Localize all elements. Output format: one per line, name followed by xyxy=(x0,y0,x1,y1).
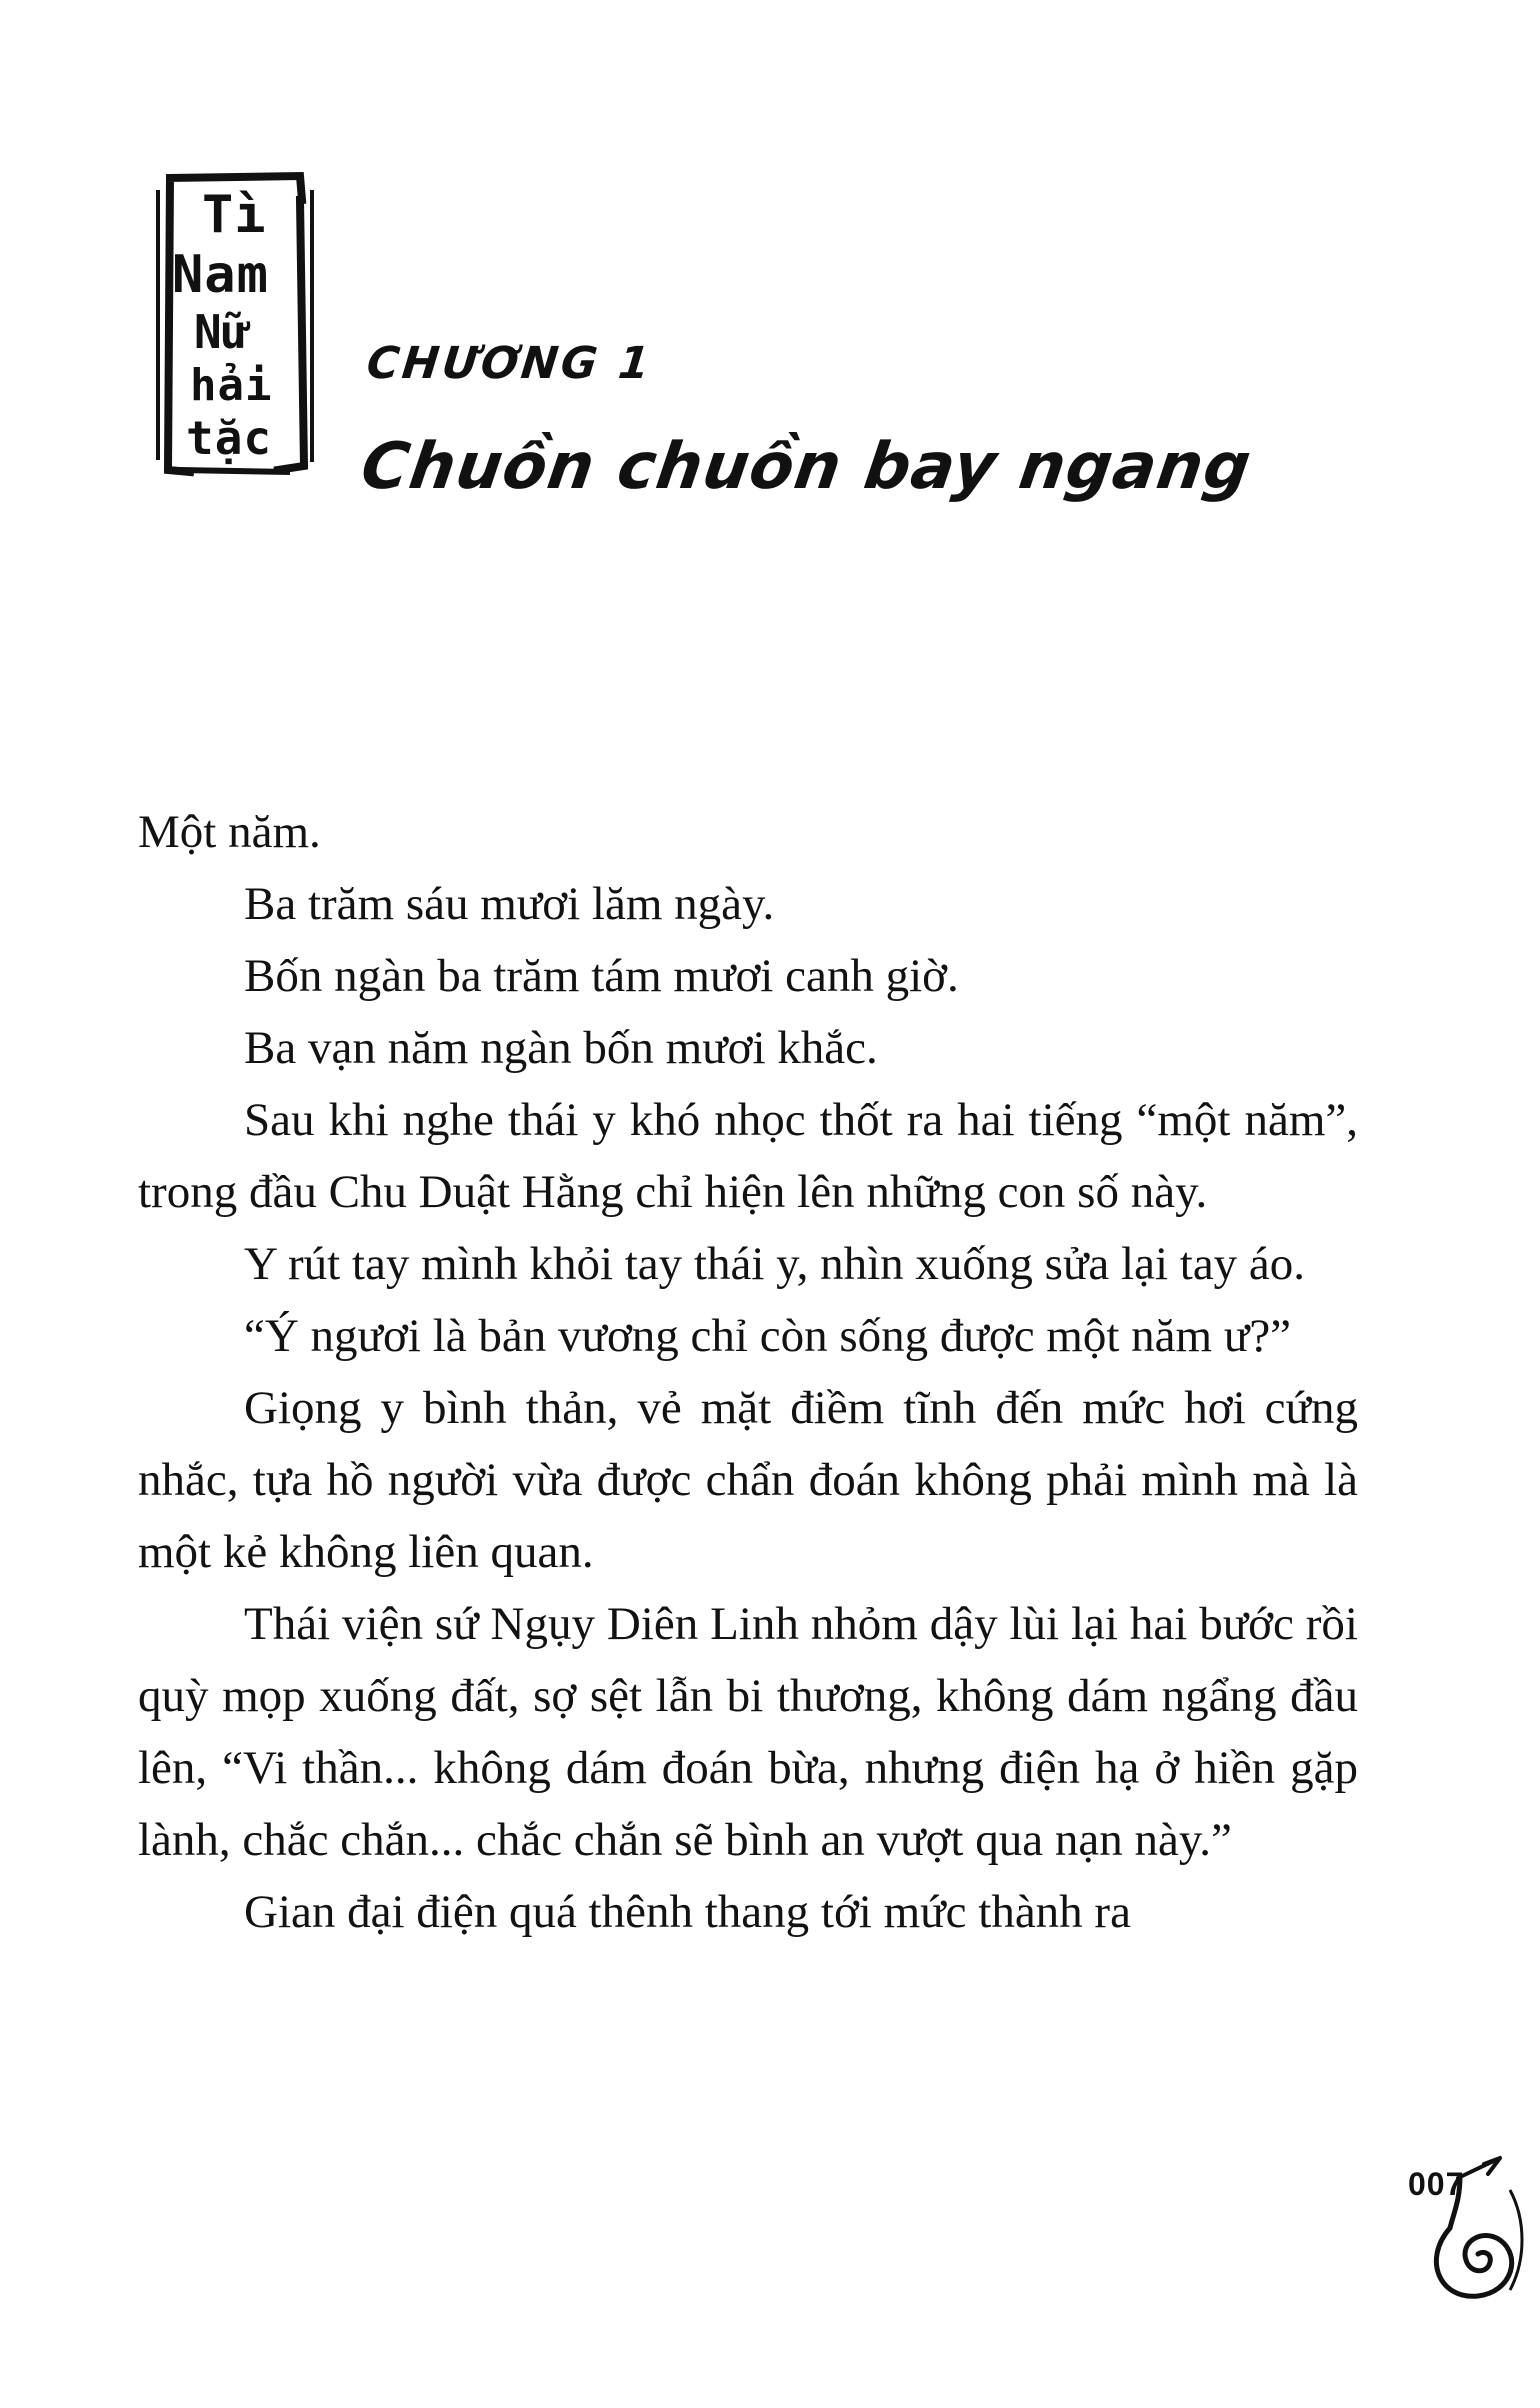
paragraph: Sau khi nghe thái y khó nhọc thốt ra hai tiếng “một năm”, trong đầu Chu Duật Hằng chỉ hiện lên những con số này. xyxy=(138,1094,1358,1218)
logo-frame-graphic xyxy=(150,170,320,490)
book-title-logo xyxy=(150,170,320,490)
logo-line-2: Nam xyxy=(172,245,269,305)
logo-line-1: Tì xyxy=(202,185,267,245)
chapter-label: CHƯƠNG 1 xyxy=(364,338,655,389)
body-text xyxy=(138,796,1358,1948)
paragraph: Y rút tay mình khỏi tay thái y, nhìn xuống sửa lại tay áo. xyxy=(244,1238,1306,1290)
logo-line-5: tặc xyxy=(186,411,273,465)
page-number: 007 xyxy=(1408,2166,1465,2202)
chapter-title: Chuồn chuồn bay ngang xyxy=(356,430,1256,504)
paragraph: Ba trăm sáu mươi lăm ngày. xyxy=(244,878,775,930)
paragraph: Giọng y bình thản, vẻ mặt điềm tĩnh đến mức hơi cứng nhắc, tựa hồ người vừa được chẩn đoán không phải mình mà là một kẻ không liên quan. xyxy=(138,1382,1358,1578)
paragraph: Gian đại điện quá thênh thang tới mức thành ra xyxy=(244,1886,1131,1938)
paragraph: Bốn ngàn ba trăm tám mươi canh giờ. xyxy=(244,950,959,1002)
logo-line-3: Nữ xyxy=(194,305,252,359)
paragraph: “Ý ngươi là bản vương chỉ còn sống được một năm ư?” xyxy=(244,1310,1292,1362)
paragraph: Một năm. xyxy=(138,806,321,858)
spiral-ornament-icon xyxy=(1430,2150,1540,2310)
paragraph: Ba vạn năm ngàn bốn mươi khắc. xyxy=(244,1022,878,1074)
paragraph: Thái viện sứ Ngụy Diên Linh nhỏm dậy lùi lại hai bước rồi quỳ mọp xuống đất, sợ sệt lẫn bi thương, không dám ngẩng đầu lên, “Vi thần... không dám đoán bừa, nhưng điện hạ ở hiền gặp lành, chắc chắn... chắc chắn sẽ bình an vượt qua nạn này.” xyxy=(138,1598,1358,1866)
logo-line-4: hải xyxy=(190,360,273,411)
